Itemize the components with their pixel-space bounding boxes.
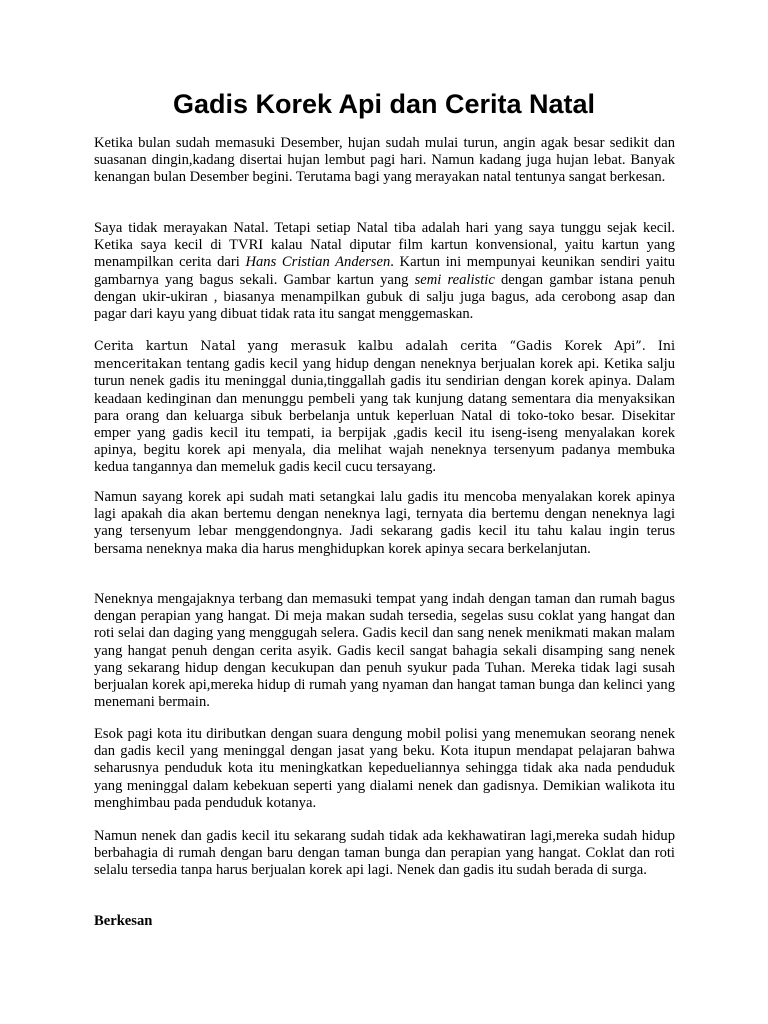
- paragraph-4-text: Namun sayang korek api sudah mati setangkai lalu gadis itu mencoba menyalakan korek apinya lagi apakah dia akan bertemu dengan neneknya lagi, ternyata dia bertemu dengan neneknya lagi yang tersenyum lebar menggendongnya. Jadi sekarang gadis kecil itu tahu kalau ingin terus bersama neneknya maka dia harus menghidupkan korek apinya secara berkelanjutan.: [94, 489, 675, 557]
- paragraph-3-part-b: tentang gadis kecil yang hidup dengan neneknya berjualan korek api. Ketika salju turun nenek gadis itu meninggal dunia,tinggallah gadis itu sendirian dengan korek apinya. Dalam keadaan kedinginan dan menunggu pembeli yang tak kunjung datang sementara dia menyaksikan para orang dan keluarga sibuk berbelanja untuk keperluan Natal di toko-toko besar. Disekitar emper yang gadis kecil itu tempati, ia berpijak ,gadis kecil itu iseng-iseng menyalakan korek apinya, begitu korek api menyala, dia melihat wajah neneknya tersenyum padanya membuka kedua tangannya dan memeluk gadis kecil cucu tersayang.: [94, 356, 675, 476]
- paragraph-2: [94, 220, 675, 323]
- paragraph-2-text: [94, 220, 675, 323]
- paragraph-1: [94, 135, 675, 187]
- paragraph-5: [94, 591, 675, 711]
- document-title: Gadis Korek Api dan Cerita Natal: [172, 89, 596, 119]
- author-name: Hans Cristian Andersen: [245, 254, 391, 271]
- paragraph-2-part-c: dengan gambar istana penuh dengan ukir-ukiran , biasanya menampilkan gubuk di salju juga bagus, ada cerobong asap dan pagar dari kayu yang dibuat tidak rata itu sangat menggemaskan.: [94, 271, 675, 323]
- paragraph-4: [94, 489, 675, 558]
- paragraph-3: [94, 337, 675, 477]
- paragraph-3-part-a: Cerita kartun Natal yang merasuk kalbu adalah cerita “Gadis Korek Api”. Ini menceritakan: [94, 338, 675, 372]
- paragraph-1-text: Ketika bulan sudah memasuki Desember, hujan sudah mulai turun, angin agak besar sedikit dan suasanan dingin,kadang disertai hujan lembut pagi hari. Namun kadang juga hujan lebat. Banyak kenangan bulan Desember begini. Terutama bagi yang merayakan natal tentunya sangat berkesan.: [94, 135, 675, 186]
- paragraph-2-part-b: . Kartun ini mempunyai keunikan sendiri yaitu gambarnya yang bagus sekali. Gambar kartun yang: [94, 254, 675, 288]
- paragraph-6: [94, 726, 675, 812]
- paragraph-6-text: Esok pagi kota itu diributkan dengan suara dengung mobil polisi yang menemukan seorang nenek dan gadis kecil yang meninggal dengan jasat yang beku. Kota itupun mendapat pelajaran bahwa seharusnya penduduk kota itu meningkatkan kepedueliannya sehingga tidak aka nada penduduk yang meninggal dalam kebekuan seperti yang dialami nenek dan gadisnya. Demikian walikota itu menghimbau pada penduduk kotanya.: [94, 726, 675, 811]
- paragraph-3-text: [94, 337, 675, 477]
- paragraph-2-part-a: Saya tidak merayakan Natal. Tetapi setiap Natal tiba adalah hari yang saya tunggu sejak kecil. Ketika saya kecil di TVRI kalau Natal diputar film kartun konvensional, yaitu kartun yang menampilkan cerita dari: [94, 220, 675, 271]
- section-heading: Berkesan: [94, 913, 153, 929]
- paragraph-7: [94, 828, 675, 880]
- paragraph-5-text: Neneknya mengajaknya terbang dan memasuki tempat yang indah dengan taman dan rumah bagus dengan perapian yang hangat. Di meja makan sudah tersedia, segelas susu coklat yang hangat dan roti selai dan daging yang menggugah selera. Gadis kecil dan sang nenek menikmati makan malam yang hangat penuh dengan cerita asyik. Gadis kecil sangat bahagia sekali disamping sang nenek yang sekarang hidup dengan kecukupan dan penuh syukur pada Tuhan. Mereka tidak lagi susah berjualan korek api,mereka hidup di rumah yang nyaman dan hangat taman bunga dan kelinci yang menemani bermain.: [94, 591, 675, 711]
- paragraph-7-text: Namun nenek dan gadis kecil itu sekarang sudah tidak ada kekhawatiran lagi,mereka sudah hidup berbahagia di rumah dengan baru dengan taman bunga dan perapian yang hangat. Coklat dan roti selalu tersedia tanpa harus berjualan korek api lagi. Nenek dan gadis itu sudah berada di surga.: [94, 828, 675, 879]
- style-term: semi realistic: [414, 271, 495, 288]
